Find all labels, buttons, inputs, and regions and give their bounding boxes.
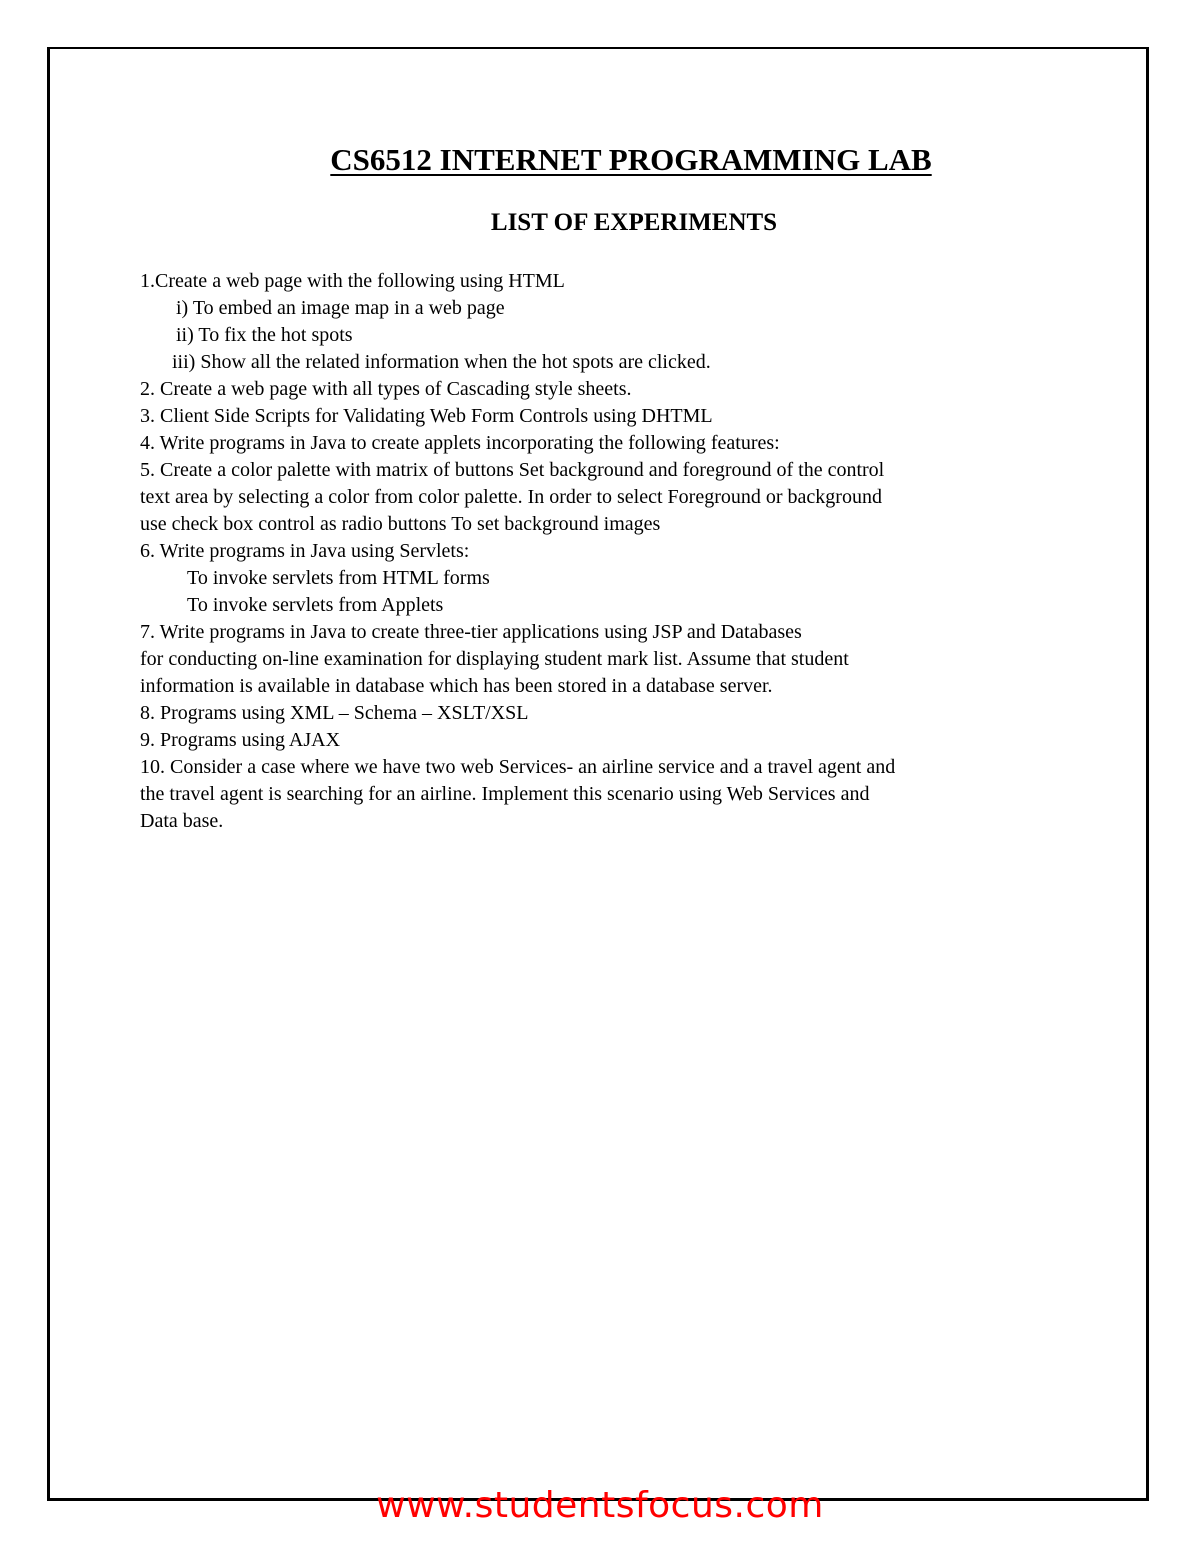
- list-item: 3. Client Side Scripts for Validating Web Form Controls using DHTML: [140, 405, 713, 427]
- list-item: 10. Consider a case where we have two web Services- an airline service and a travel agent and: [140, 756, 896, 778]
- list-subitem: i) To embed an image map in a web page: [176, 297, 505, 319]
- page-title-text: CS6512 INTERNET PROGRAMMING LAB: [330, 142, 932, 177]
- list-subitem: To invoke servlets from Applets: [187, 594, 444, 616]
- list-item: 7. Write programs in Java to create three-tier applications using JSP and Databases: [140, 621, 802, 643]
- list-item: 2. Create a web page with all types of Cascading style sheets.: [140, 378, 632, 400]
- list-item: 9. Programs using AJAX: [140, 729, 341, 751]
- watermark: www.studentsfocus.com: [376, 1485, 824, 1526]
- list-subitem: iii) Show all the related information when the hot spots are clicked.: [172, 351, 711, 373]
- list-item: 5. Create a color palette with matrix of buttons Set background and foreground of the control: [140, 459, 885, 481]
- list-subitem: ii) To fix the hot spots: [176, 324, 353, 346]
- experiment-list: [140, 268, 1070, 835]
- list-item-continuation: the travel agent is searching for an airline. Implement this scenario using Web Services and: [140, 783, 870, 805]
- list-item: 8. Programs using XML – Schema – XSLT/XSL: [140, 702, 529, 724]
- page-title: [0, 140, 1200, 180]
- list-item-continuation: text area by selecting a color from color palette. In order to select Foreground or background: [140, 486, 882, 508]
- list-item: 1.Create a web page with the following using HTML: [140, 270, 565, 292]
- list-item-continuation: use check box control as radio buttons To set background images: [140, 513, 661, 535]
- list-item: 6. Write programs in Java using Servlets:: [140, 540, 470, 562]
- list-item-continuation: information is available in database which has been stored in a database server.: [140, 675, 773, 697]
- list-item-continuation: for conducting on-line examination for displaying student mark list. Assume that student: [140, 648, 849, 670]
- section-heading: LIST OF EXPERIMENTS: [490, 209, 778, 236]
- list-item-continuation: Data base.: [140, 810, 224, 832]
- list-subitem: To invoke servlets from HTML forms: [187, 567, 490, 589]
- list-item: 4. Write programs in Java to create applets incorporating the following features:: [140, 432, 780, 454]
